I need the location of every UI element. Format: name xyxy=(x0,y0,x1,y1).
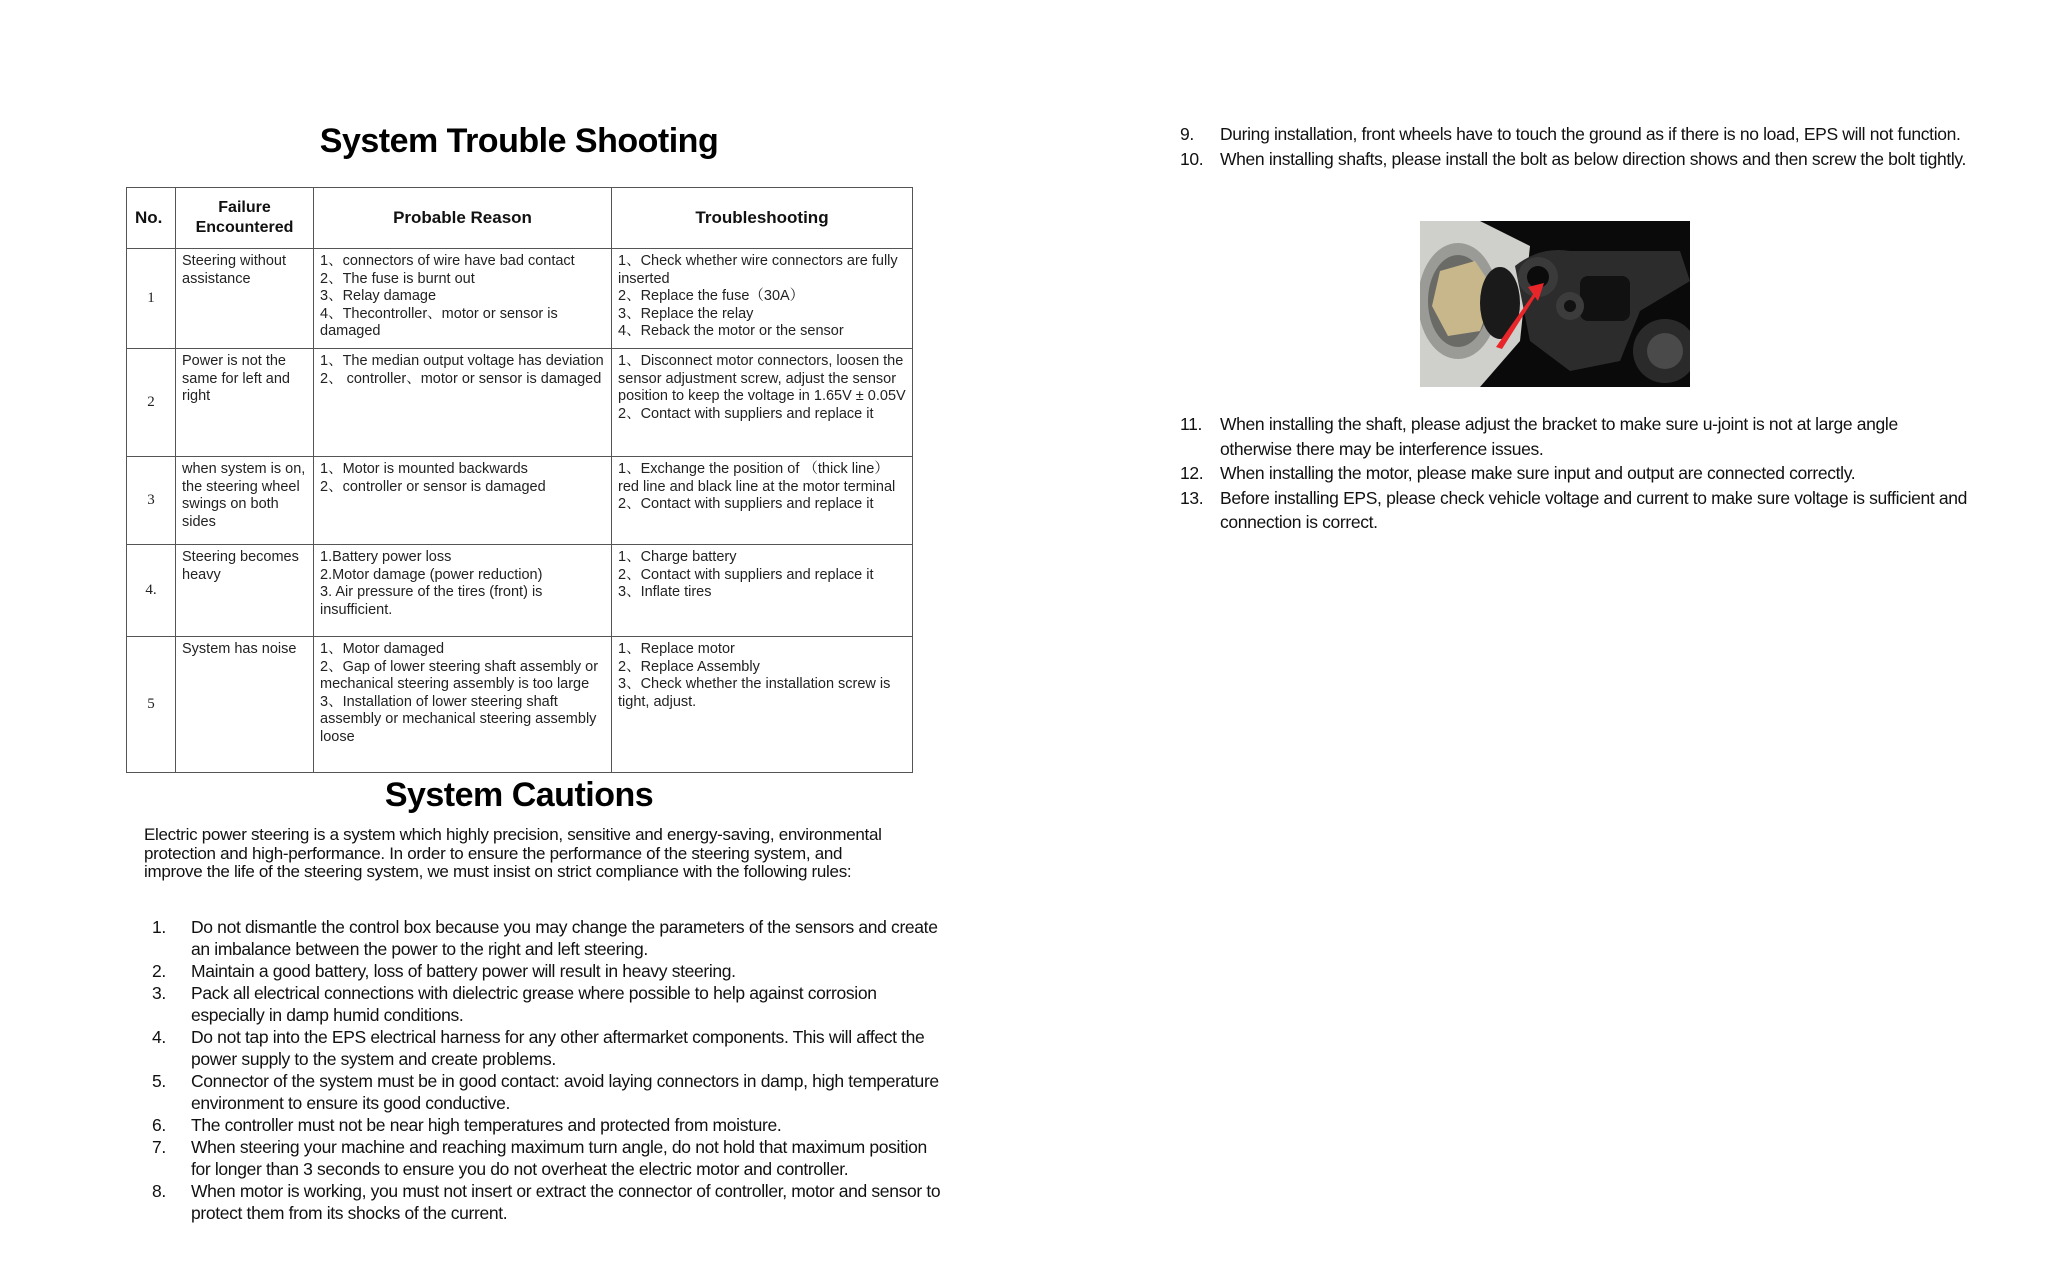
caution-number: 12. xyxy=(1180,463,1204,483)
caution-item xyxy=(152,1114,942,1136)
reason-item: 3、Relay damage xyxy=(320,288,437,304)
reason-item: 2、 controller、motor or sensor is damaged xyxy=(320,370,602,387)
reason-cell xyxy=(314,637,612,773)
fix-item: 1、Disconnect motor connectors, loosen the sensor adjustment screw, adjust the sensor position to keep the voltage in 1.65V ± 0.05V xyxy=(618,353,906,404)
caution-item xyxy=(1180,412,1970,461)
cautions-list xyxy=(152,916,942,1224)
shaft-bolt-illustration xyxy=(1420,221,1690,387)
reason-item: 1.Battery power loss xyxy=(320,549,452,565)
reason-item: 2、controller or sensor is damaged xyxy=(320,478,546,495)
fix-item: 3、Replace the relay xyxy=(618,305,754,322)
reason-cell xyxy=(314,249,612,349)
caution-text: Pack all electrical connections with dielectric grease where possible to help against corrosion especially in damp humid conditions. xyxy=(191,983,877,1025)
table-row xyxy=(127,457,913,545)
caution-number: 7. xyxy=(152,1137,166,1157)
shaft-bolt-photo xyxy=(1420,221,1690,387)
reason-item: 4、Thecontroller、motor or sensor is damaged xyxy=(320,305,558,339)
caution-number: 4. xyxy=(152,1027,166,1047)
trouble-shooting-table xyxy=(126,187,913,773)
row-number: 4. xyxy=(127,545,176,637)
troubleshooting-cell xyxy=(612,349,913,457)
reason-item: 2、The fuse is burnt out xyxy=(320,270,475,287)
failure-cell: System has noise xyxy=(176,637,314,773)
fix-item: 1、Charge battery xyxy=(618,549,737,565)
reason-item: 2.Motor damage (power reduction) xyxy=(320,566,543,583)
reason-item: 1、connectors of wire have bad contact xyxy=(320,253,575,269)
caution-text: Do not dismantle the control box because you may change the parameters of the sensors and create an imbalance between the power to the right and left steering. xyxy=(191,917,938,959)
caution-item xyxy=(152,1070,942,1114)
cautions-list-continued-2 xyxy=(1180,412,1970,535)
caution-item xyxy=(152,1026,942,1070)
caution-number: 10. xyxy=(1180,148,1204,169)
table-row xyxy=(127,545,913,637)
failure-cell: when system is on, the steering wheel swings on both sides xyxy=(176,457,314,545)
caution-item xyxy=(1180,147,1970,172)
caution-number: 1. xyxy=(152,917,166,937)
caution-text: Connector of the system must be in good contact: avoid laying connectors in damp, high temperature environment to ensure its good conductive. xyxy=(191,1071,939,1113)
reason-cell xyxy=(314,457,612,545)
caution-number: 13. xyxy=(1180,487,1204,508)
failure-cell: Steering becomes heavy xyxy=(176,545,314,637)
troubleshooting-cell xyxy=(612,249,913,349)
caution-item xyxy=(1180,461,1970,486)
caution-item xyxy=(152,960,942,982)
reason-item: 1、Motor damaged xyxy=(320,641,445,657)
header-troubleshooting: Troubleshooting xyxy=(612,188,913,249)
fix-item: 2、Replace the fuse（30A） xyxy=(618,288,805,304)
table-row xyxy=(127,349,913,457)
fix-item: 1、Replace motor xyxy=(618,641,735,657)
caution-item xyxy=(152,982,942,1026)
cautions-intro: Electric power steering is a system which highly precision, sensitive and energy-saving, environmental protection and high-performance. In order to ensure the performance of the steering system, and improve the life of the steering system, we must insist on strict compliance with the following rules: xyxy=(144,825,882,881)
fix-item: 4、Reback the motor or the sensor xyxy=(618,323,844,339)
row-number: 2 xyxy=(127,349,176,457)
fix-item: 2、Contact with suppliers and replace it xyxy=(618,405,874,422)
header-reason: Probable Reason xyxy=(314,188,612,249)
header-no: No. xyxy=(127,188,176,249)
fix-item: 2、Replace Assembly xyxy=(618,658,760,675)
caution-text: When steering your machine and reaching maximum turn angle, do not hold that maximum position for longer than 3 seconds to ensure you do not overheat the electric motor and controller. xyxy=(191,1137,927,1179)
caution-item xyxy=(1180,486,1970,535)
fix-item: 1、Exchange the position of （thick line） red line and black line at the motor terminal xyxy=(618,461,896,495)
caution-number: 2. xyxy=(152,961,166,981)
caution-text: Maintain a good battery, loss of battery power will result in heavy steering. xyxy=(191,961,736,981)
troubleshooting-cell xyxy=(612,545,913,637)
troubleshooting-cell xyxy=(612,457,913,545)
caution-item xyxy=(152,916,942,960)
table-header-row xyxy=(127,188,913,249)
caution-text: When installing the shaft, please adjust the bracket to make sure u-joint is not at large angle otherwise there may be interference issues. xyxy=(1220,414,1898,459)
row-number: 1 xyxy=(127,249,176,349)
reason-item: 2、Gap of lower steering shaft assembly or mechanical steering assembly is too large xyxy=(320,658,599,692)
caution-text: When installing the motor, please make sure input and output are connected correctly. xyxy=(1220,463,1856,483)
fix-item: 3、Inflate tires xyxy=(618,584,712,600)
caution-number: 11. xyxy=(1180,414,1202,434)
caution-item xyxy=(152,1136,942,1180)
reason-cell xyxy=(314,349,612,457)
caution-text: When motor is working, you must not insert or extract the connector of controller, motor and sensor to protect them from its shocks of the current. xyxy=(191,1181,941,1223)
caution-number: 5. xyxy=(152,1071,166,1091)
fix-item: 2、Contact with suppliers and replace it xyxy=(618,496,874,512)
fix-item: 1、Check whether wire connectors are fully inserted xyxy=(618,253,898,287)
reason-cell xyxy=(314,545,612,637)
reason-item: 1、The median output voltage has deviation xyxy=(320,353,604,369)
row-number: 5 xyxy=(127,637,176,773)
troubleshooting-cell xyxy=(612,637,913,773)
trouble-shooting-title: System Trouble Shooting xyxy=(319,122,719,160)
failure-cell: Power is not the same for left and right xyxy=(176,349,314,457)
reason-item: 3、Installation of lower steering shaft assembly or mechanical steering assembly loose xyxy=(320,693,597,745)
header-failure: Failure Encountered xyxy=(176,188,314,249)
reason-item: 3. Air pressure of the tires (front) is insufficient. xyxy=(320,584,543,618)
failure-cell: Steering without assistance xyxy=(176,249,314,349)
caution-text: When installing shafts, please install the bolt as below direction shows and then screw the bolt tightly. xyxy=(1220,148,1966,169)
caution-number: 3. xyxy=(152,983,166,1003)
reason-item: 1、Motor is mounted backwards xyxy=(320,461,528,477)
fix-item: 2、Contact with suppliers and replace it xyxy=(618,566,874,583)
table-row xyxy=(127,637,913,773)
fix-item: 3、Check whether the installation screw is tight, adjust. xyxy=(618,676,891,710)
cautions-list-continued xyxy=(1180,122,1970,171)
caution-item xyxy=(152,1180,942,1224)
row-number: 3 xyxy=(127,457,176,545)
caution-number: 6. xyxy=(152,1115,166,1135)
caution-text: During installation, front wheels have to touch the ground as if there is no load, EPS will not function. xyxy=(1220,124,1961,144)
caution-text: Before installing EPS, please check vehicle voltage and current to make sure voltage is sufficient and connection is correct. xyxy=(1220,487,1968,532)
caution-text: The controller must not be near high temperatures and protected from moisture. xyxy=(191,1115,782,1135)
caution-number: 9. xyxy=(1180,124,1194,144)
caution-number: 8. xyxy=(152,1181,166,1201)
cautions-title: System Cautions xyxy=(384,776,654,814)
table-row xyxy=(127,249,913,349)
caution-item xyxy=(1180,122,1970,147)
caution-text: Do not tap into the EPS electrical harness for any other aftermarket components. This will affect the power supply to the system and create problems. xyxy=(191,1027,925,1069)
